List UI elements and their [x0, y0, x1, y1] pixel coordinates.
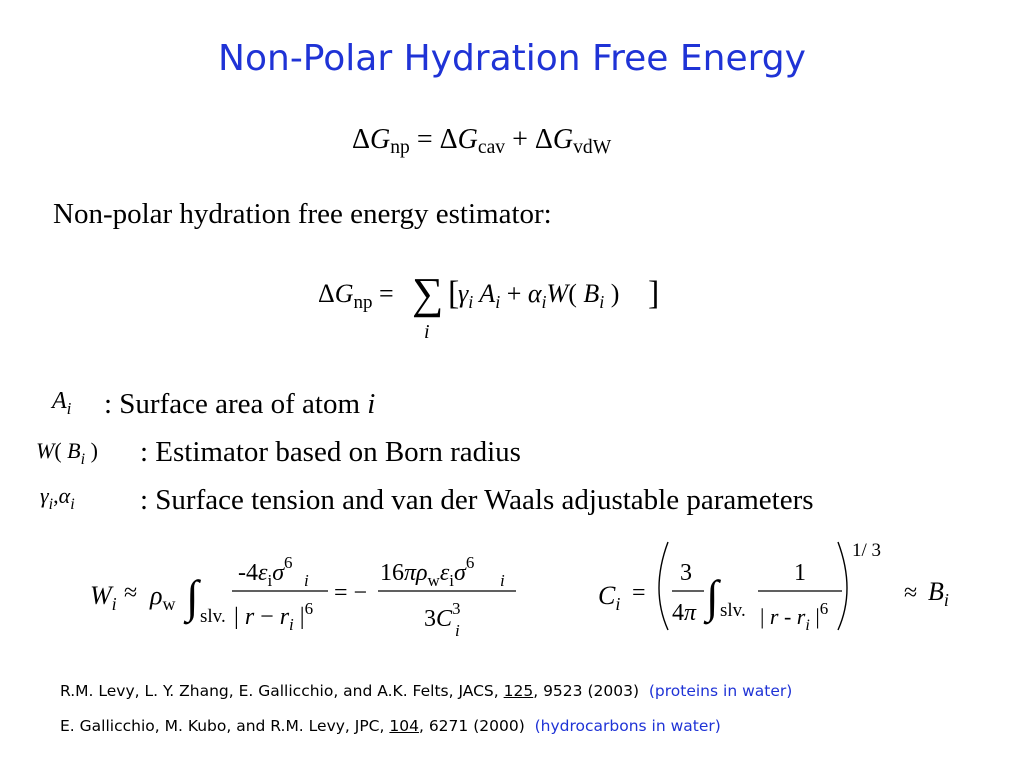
svg-text:∫: ∫ [706, 571, 719, 622]
symbol-parameters [40, 483, 75, 513]
definition-area-text: : Surface area of atom [104, 388, 368, 420]
svg-text:γi,αi: $\gamma_i,\alpha_i$ [40, 483, 75, 513]
svg-text:16πρwεiσ6: $16\pi\rho_w\varepsilon_i\sigma^6$ [380, 553, 475, 590]
reference-2-volume: 104 [389, 717, 419, 735]
svg-text:3: 3 [680, 560, 692, 586]
reference-1-authors: R.M. Levy, L. Y. Zhang, E. Gallicchio, and A.K. Felts, JACS, [60, 682, 504, 700]
svg-text:i: i [455, 621, 460, 640]
definition-parameters: : Surface tension and van der Waals adjustable parameters [140, 484, 814, 516]
definition-area-index: i [367, 388, 376, 420]
svg-text:i: i [304, 571, 309, 590]
svg-text:≈: ≈ [904, 580, 918, 606]
svg-text:1: 1 [794, 560, 806, 586]
definition-born-estimator: : Estimator based on Born radius [140, 436, 521, 468]
svg-text:∫: ∫ [186, 571, 199, 622]
equation-w-integral [90, 553, 516, 640]
svg-text:ΔGnp =: $\Delta G_{np}$ = [318, 279, 394, 313]
svg-text:3C3: $3C^3$ [424, 599, 461, 632]
svg-text:ρw: $\rho_w$ [150, 581, 176, 614]
svg-text:γi Ai + αiW( Bi ): $\gamma_i$ $A_i + \alpha_iW$( $B_i$ ) [458, 279, 620, 312]
slide-title: Non-Polar Hydration Free Energy [218, 38, 806, 79]
svg-text:| r − ri |6: | $r - r_i$ $|^6$ [234, 599, 314, 634]
svg-text:slv.: slv. [720, 600, 746, 621]
svg-text:∑: ∑ [412, 269, 444, 318]
symbol-area [50, 388, 72, 418]
svg-text:Wi: $W_i$ [90, 581, 117, 614]
svg-text:=: = [632, 580, 646, 606]
svg-text:]: ] [648, 275, 660, 312]
reference-1-note: (proteins in water) [648, 682, 793, 700]
svg-text:≈: ≈ [124, 580, 138, 606]
svg-text:[: [ [448, 275, 460, 312]
svg-text:W( Bi ): W( $B_i$ ) [36, 438, 98, 468]
svg-text:i: i [500, 571, 505, 590]
svg-text:slv.: slv. [200, 606, 226, 627]
definition-area [104, 388, 375, 421]
svg-text:= −: = − [334, 580, 368, 606]
reference-2-authors: E. Gallicchio, M. Kubo, and R.M. Levy, JPC, [60, 717, 390, 735]
svg-text:Ci: $C_i$ [598, 581, 621, 614]
svg-text:1/ 3: 1/ 3 [852, 540, 882, 561]
reference-2-pages: , 6271 (2000) [418, 717, 525, 735]
reference-1 [60, 682, 792, 700]
reference-1-volume: 125 [503, 682, 534, 700]
svg-text:Ai: $A_i$ [52, 388, 72, 418]
reference-2 [60, 717, 721, 735]
svg-text:i: i [424, 321, 430, 343]
svg-text:4π: 4π [672, 600, 697, 626]
symbol-born-estimator [36, 438, 98, 468]
equation-estimator [318, 269, 659, 343]
svg-text:Bi: $B_i$ [928, 577, 949, 610]
equation-decomposition: $\Delta G_{np} = \Delta G_{cav} + \Delta G_{vdW}$ [352, 124, 612, 158]
estimator-intro: Non-polar hydration free energy estimator: [53, 198, 552, 230]
svg-text:-4εiσ6: $-4\varepsilon_i\sigma^6$ [238, 553, 293, 590]
reference-1-pages: , 9523 (2003) [533, 682, 639, 700]
equation-born-radius [598, 540, 949, 634]
reference-2-note: (hydrocarbons in water) [534, 717, 721, 735]
svg-text:| r - ri |6: | r - $r_i$ $|^6$ [760, 599, 829, 634]
